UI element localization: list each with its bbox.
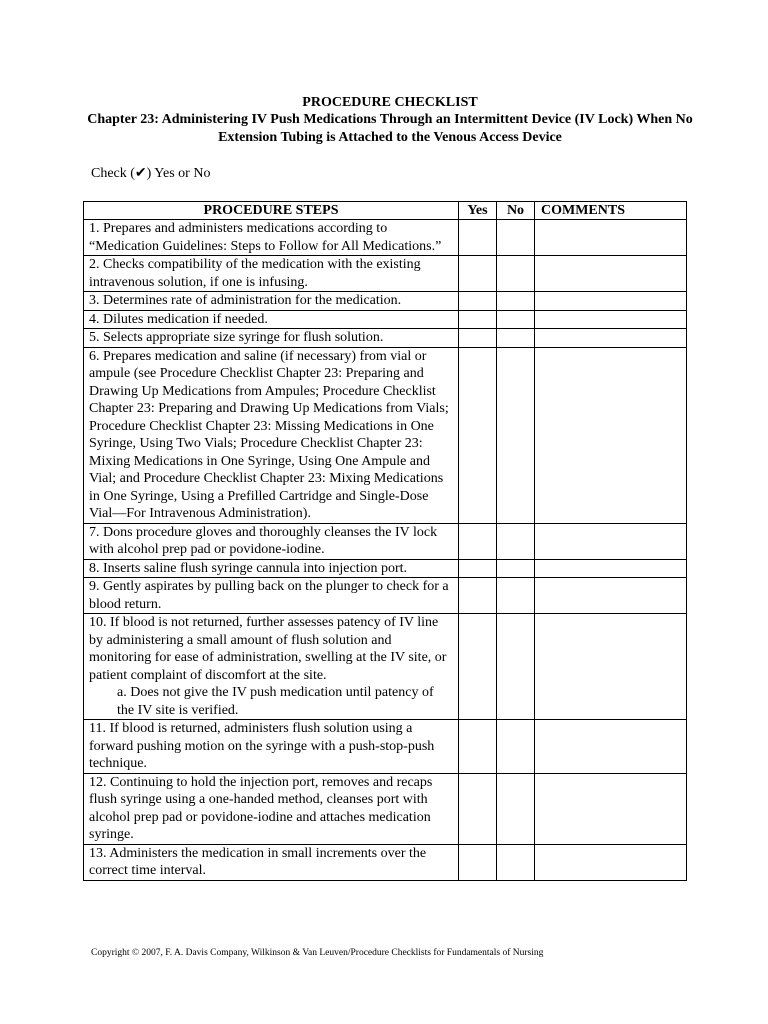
header-no: No bbox=[497, 202, 535, 220]
table-header-row bbox=[84, 202, 687, 220]
table-row bbox=[84, 220, 687, 256]
no-checkbox-cell[interactable] bbox=[497, 256, 535, 292]
yes-checkbox-cell[interactable] bbox=[459, 220, 497, 256]
step-3: 3. Determines rate of administration for the medication. bbox=[84, 292, 459, 311]
step-5: 5. Selects appropriate size syringe for flush solution. bbox=[84, 329, 459, 348]
comments-cell[interactable] bbox=[535, 844, 687, 880]
no-checkbox-cell[interactable] bbox=[497, 578, 535, 614]
yes-checkbox-cell[interactable] bbox=[459, 844, 497, 880]
no-checkbox-cell[interactable] bbox=[497, 559, 535, 578]
table-row bbox=[84, 614, 687, 720]
chapter-subtitle: Chapter 23: Administering IV Push Medications Through an Intermittent Device (IV Lock) When No Extension Tubing is Attached to the Venous Access Device bbox=[87, 112, 693, 145]
step-13: 13. Administers the medication in small increments over the correct time interval. bbox=[84, 844, 459, 880]
yes-checkbox-cell[interactable] bbox=[459, 256, 497, 292]
procedure-checklist-table bbox=[83, 201, 687, 881]
yes-checkbox-cell[interactable] bbox=[459, 578, 497, 614]
page-title: PROCEDURE CHECKLIST bbox=[302, 95, 478, 110]
step-8: 8. Inserts saline flush syringe cannula into injection port. bbox=[84, 559, 459, 578]
copyright-footer: Copyright © 2007, F. A. Davis Company, Wilkinson & Van Leuven/Procedure Checklists for Fundamentals of Nursing bbox=[91, 948, 544, 958]
no-checkbox-cell[interactable] bbox=[497, 220, 535, 256]
comments-cell[interactable] bbox=[535, 347, 687, 523]
comments-cell[interactable] bbox=[535, 578, 687, 614]
header-comments: COMMENTS bbox=[535, 202, 687, 220]
no-checkbox-cell[interactable] bbox=[497, 773, 535, 844]
table-row bbox=[84, 347, 687, 523]
check-instruction: Check (✔) Yes or No bbox=[91, 166, 211, 181]
step-11: 11. If blood is returned, administers flush solution using a forward pushing motion on the syringe with a push-stop-push technique. bbox=[84, 720, 459, 774]
table-row bbox=[84, 523, 687, 559]
table-row bbox=[84, 578, 687, 614]
no-checkbox-cell[interactable] bbox=[497, 347, 535, 523]
step-9: 9. Gently aspirates by pulling back on the plunger to check for a blood return. bbox=[84, 578, 459, 614]
step-2: 2. Checks compatibility of the medication with the existing intravenous solution, if one is infusing. bbox=[84, 256, 459, 292]
no-checkbox-cell[interactable] bbox=[497, 844, 535, 880]
no-checkbox-cell[interactable] bbox=[497, 523, 535, 559]
table-row bbox=[84, 720, 687, 774]
comments-cell[interactable] bbox=[535, 220, 687, 256]
no-checkbox-cell[interactable] bbox=[497, 329, 535, 348]
no-checkbox-cell[interactable] bbox=[497, 720, 535, 774]
table-row bbox=[84, 844, 687, 880]
header-procedure-steps: PROCEDURE STEPS bbox=[84, 202, 459, 220]
step-12: 12. Continuing to hold the injection port, removes and recaps flush syringe using a one-handed method, cleanses port with alcohol prep pad or povidone-iodine and attaches medication syringe. bbox=[84, 773, 459, 844]
no-checkbox-cell[interactable] bbox=[497, 292, 535, 311]
table-row bbox=[84, 559, 687, 578]
comments-cell[interactable] bbox=[535, 523, 687, 559]
yes-checkbox-cell[interactable] bbox=[459, 523, 497, 559]
comments-cell[interactable] bbox=[535, 720, 687, 774]
step-10-cell bbox=[84, 614, 459, 720]
table-row bbox=[84, 329, 687, 348]
table-row bbox=[84, 256, 687, 292]
yes-checkbox-cell[interactable] bbox=[459, 292, 497, 311]
table-row bbox=[84, 773, 687, 844]
step-7: 7. Dons procedure gloves and thoroughly cleanses the IV lock with alcohol prep pad or povidone-iodine. bbox=[84, 523, 459, 559]
table-row bbox=[84, 310, 687, 329]
comments-cell[interactable] bbox=[535, 292, 687, 311]
no-checkbox-cell[interactable] bbox=[497, 614, 535, 720]
yes-checkbox-cell[interactable] bbox=[459, 310, 497, 329]
yes-checkbox-cell[interactable] bbox=[459, 773, 497, 844]
comments-cell[interactable] bbox=[535, 773, 687, 844]
step-10-substep-a: a. Does not give the IV push medication until patency of the IV site is verified. bbox=[117, 685, 434, 718]
comments-cell[interactable] bbox=[535, 614, 687, 720]
header-yes: Yes bbox=[459, 202, 497, 220]
yes-checkbox-cell[interactable] bbox=[459, 347, 497, 523]
yes-checkbox-cell[interactable] bbox=[459, 559, 497, 578]
comments-cell[interactable] bbox=[535, 310, 687, 329]
step-1: 1. Prepares and administers medications according to “Medication Guidelines: Steps to Follow for All Medications.” bbox=[84, 220, 459, 256]
comments-cell[interactable] bbox=[535, 256, 687, 292]
table-row bbox=[84, 292, 687, 311]
step-10: 10. If blood is not returned, further assesses patency of IV line by administering a small amount of flush solution and monitoring for ease of administration, swelling at the IV site, or patient complaint of discomfort at the site. bbox=[89, 615, 447, 683]
step-6: 6. Prepares medication and saline (if necessary) from vial or ampule (see Procedure Checklist Chapter 23: Preparing and Drawing Up Medications from Ampules; Procedure Checklist Chapter 23: Preparing and Drawing Up Medications from Vials; Procedure Checklist Chapter 23: Missing Medications in One Syringe, Using Two Vials; Procedure Checklist Chapter 23: Mixing Medications in One Syringe, Using One Ampule and Vial; and Procedure Checklist Chapter 23: Mixing Medications in One Syringe, Using a Prefilled Cartridge and Single-Dose Vial—For Intravenous Administration). bbox=[84, 347, 459, 523]
step-4: 4. Dilutes medication if needed. bbox=[84, 310, 459, 329]
yes-checkbox-cell[interactable] bbox=[459, 720, 497, 774]
comments-cell[interactable] bbox=[535, 559, 687, 578]
yes-checkbox-cell[interactable] bbox=[459, 614, 497, 720]
no-checkbox-cell[interactable] bbox=[497, 310, 535, 329]
comments-cell[interactable] bbox=[535, 329, 687, 348]
yes-checkbox-cell[interactable] bbox=[459, 329, 497, 348]
